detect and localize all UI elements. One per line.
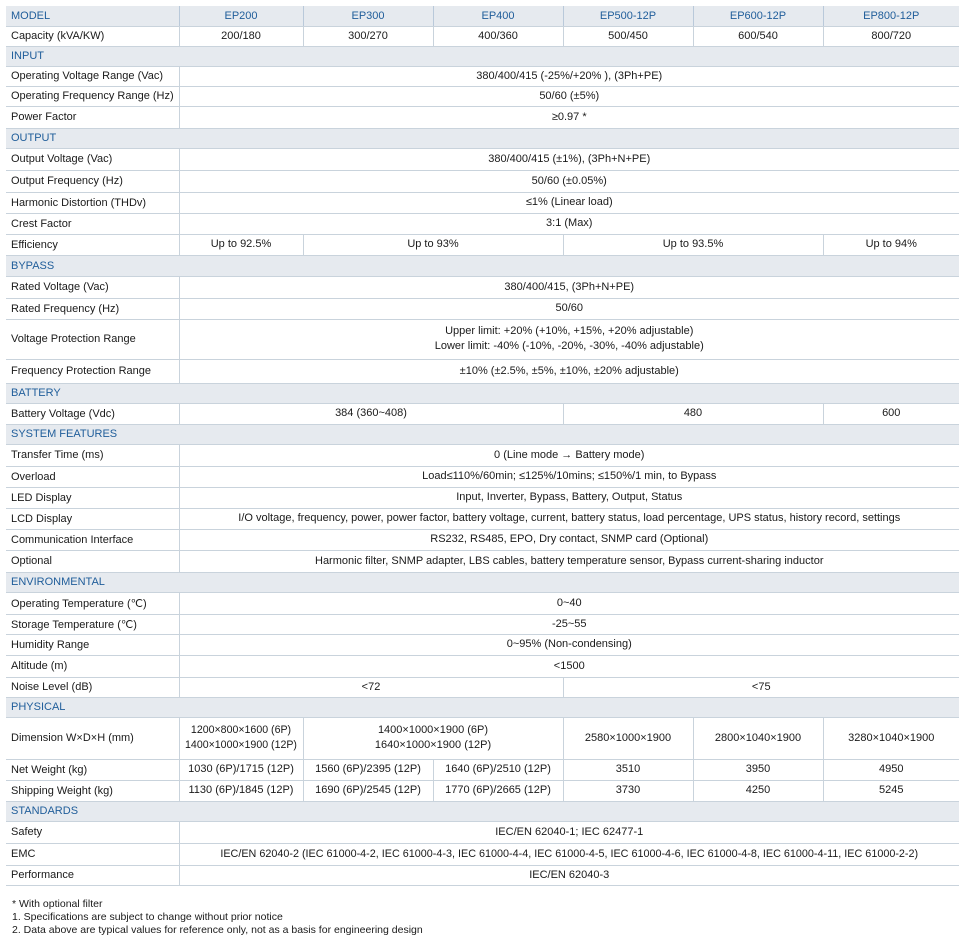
row-label: LCD Display [6, 508, 179, 529]
row-label: Voltage Protection Range [6, 319, 179, 359]
model-ep500: EP500-12P [563, 6, 693, 26]
row-label: LED Display [6, 487, 179, 508]
section-header [6, 801, 959, 821]
spec-row [6, 276, 959, 298]
row-value: Harmonic filter, SNMP adapter, LBS cables, battery temperature sensor, Bypass current-sharing inductor [179, 550, 959, 572]
row-label: Operating Voltage Range (Vac) [6, 66, 179, 86]
shipping-weight-value: 1130 (6P)/1845 (12P) [179, 780, 303, 801]
footnotes [12, 898, 423, 937]
section-header [6, 383, 959, 403]
spec-row [6, 634, 959, 655]
efficiency-value: Up to 94% [823, 234, 959, 255]
upper-limit-text: Upper limit: +20% (+10%, +15%, +20% adjustable) [445, 325, 694, 337]
row-value: -25~55 [179, 614, 959, 634]
row-label: Operating Temperature (℃) [6, 592, 179, 614]
row-value: Load≤110%/60min; ≤125%/10mins; ≤150%/1 min, to Bypass [179, 466, 959, 487]
row-label: Communication Interface [6, 529, 179, 550]
spec-row [6, 614, 959, 634]
row-label: Rated Voltage (Vac) [6, 276, 179, 298]
spec-row [6, 655, 959, 677]
spec-row [6, 592, 959, 614]
shipping-weight-value: 5245 [823, 780, 959, 801]
spec-row [6, 319, 959, 359]
battery-voltage-value: 384 (360~408) [179, 403, 563, 424]
dimension-ep800: 3280×1040×1900 [823, 717, 959, 759]
shipping-weight-value: 1770 (6P)/2665 (12P) [433, 780, 563, 801]
row-value: ≤1% (Linear load) [179, 192, 959, 213]
spec-row [6, 192, 959, 213]
dimension-line: 1400×1000×1900 (12P) [185, 739, 297, 751]
spec-row [6, 170, 959, 192]
capacity-label: Capacity (kVA/KW) [6, 26, 179, 46]
row-value: ±10% (±2.5%, ±5%, ±10%, ±20% adjustable) [179, 359, 959, 383]
spec-row [6, 444, 959, 466]
noise-value: <72 [179, 677, 563, 697]
shipping-weight-value: 1690 (6P)/2545 (12P) [303, 780, 433, 801]
row-value: 3:1 (Max) [179, 213, 959, 234]
spec-row [6, 550, 959, 572]
row-value: Input, Inverter, Bypass, Battery, Output, Status [179, 487, 959, 508]
spec-row [6, 529, 959, 550]
spec-row [6, 759, 959, 780]
section-header [6, 255, 959, 276]
row-label: Storage Temperature (℃) [6, 614, 179, 634]
capacity-value: 200/180 [179, 26, 303, 46]
row-value: 50/60 [179, 298, 959, 319]
row-label: Output Frequency (Hz) [6, 170, 179, 192]
model-ep600: EP600-12P [693, 6, 823, 26]
net-weight-value: 1640 (6P)/2510 (12P) [433, 759, 563, 780]
capacity-value: 500/450 [563, 26, 693, 46]
spec-row [6, 843, 959, 865]
spec-row [6, 508, 959, 529]
battery-voltage-value: 480 [563, 403, 823, 424]
row-label: Optional [6, 550, 179, 572]
row-value: RS232, RS485, EPO, Dry contact, SNMP card (Optional) [179, 529, 959, 550]
spec-row [6, 780, 959, 801]
dimension-line: 1400×1000×1900 (6P) [377, 724, 489, 736]
net-weight-value: 4950 [823, 759, 959, 780]
shipping-weight-value: 4250 [693, 780, 823, 801]
row-label: Harmonic Distortion (THDv) [6, 192, 179, 213]
model-ep300: EP300 [303, 6, 433, 26]
lower-limit-text: Lower limit: -40% (-10%, -20%, -30%, -40% adjustable) [434, 340, 704, 352]
spec-row [6, 403, 959, 424]
section-output-title: OUTPUT [6, 128, 959, 148]
model-ep800: EP800-12P [823, 6, 959, 26]
footnote: 2. Data above are typical values for reference only, not as a basis for engineering design [12, 924, 423, 936]
spec-table [6, 6, 959, 886]
section-header [6, 128, 959, 148]
row-value: ≥0.97 * [179, 106, 959, 128]
section-standards-title: STANDARDS [6, 801, 959, 821]
row-label: Net Weight (kg) [6, 759, 179, 780]
capacity-value: 600/540 [693, 26, 823, 46]
spec-row [6, 359, 959, 383]
row-value: IEC/EN 62040-2 (IEC 61000-4-2, IEC 61000-4-3, IEC 61000-4-4, IEC 61000-4-5, IEC 61000-4-6, IEC 61000-4-8, IEC 61000-4-11, IEC 61000-2-2) [179, 843, 959, 865]
dimension-ep500: 2580×1000×1900 [563, 717, 693, 759]
row-value: 0~40 [179, 592, 959, 614]
row-value: 0 (Line mode → Battery mode) [179, 444, 959, 466]
row-label: Output Voltage (Vac) [6, 148, 179, 170]
row-value [179, 319, 959, 359]
spec-row [6, 487, 959, 508]
battery-voltage-value: 600 [823, 403, 959, 424]
net-weight-value: 3510 [563, 759, 693, 780]
noise-value: <75 [563, 677, 959, 697]
model-ep400: EP400 [433, 6, 563, 26]
section-system-title: SYSTEM FEATURES [6, 424, 959, 444]
row-label: EMC [6, 843, 179, 865]
spec-row [6, 213, 959, 234]
section-header [6, 46, 959, 66]
row-label: Operating Frequency Range (Hz) [6, 86, 179, 106]
row-value: <1500 [179, 655, 959, 677]
footnote: * With optional filter [12, 898, 103, 910]
dimension-line: 1200×800×1600 (6P) [190, 724, 292, 736]
row-value: 50/60 (±0.05%) [179, 170, 959, 192]
spec-row [6, 865, 959, 885]
spec-row [6, 148, 959, 170]
row-label: Safety [6, 821, 179, 843]
row-label: Efficiency [6, 234, 179, 255]
dimension-ep300-ep400 [303, 717, 563, 759]
row-label: Overload [6, 466, 179, 487]
net-weight-value: 3950 [693, 759, 823, 780]
efficiency-value: Up to 92.5% [179, 234, 303, 255]
efficiency-value: Up to 93% [303, 234, 563, 255]
row-label: Rated Frequency (Hz) [6, 298, 179, 319]
capacity-value: 300/270 [303, 26, 433, 46]
spec-row [6, 106, 959, 128]
section-header [6, 572, 959, 592]
row-label: Performance [6, 865, 179, 885]
spec-row [6, 234, 959, 255]
row-value: 380/400/415 (±1%), (3Ph+N+PE) [179, 148, 959, 170]
spec-row [6, 677, 959, 697]
row-label: Power Factor [6, 106, 179, 128]
dimension-ep600: 2800×1040×1900 [693, 717, 823, 759]
spec-row [6, 86, 959, 106]
spec-row [6, 466, 959, 487]
row-value: 380/400/415 (-25%/+20% ), (3Ph+PE) [179, 66, 959, 86]
row-label: Battery Voltage (Vdc) [6, 403, 179, 424]
section-environmental-title: ENVIRONMENTAL [6, 572, 959, 592]
row-value: I/O voltage, frequency, power, power factor, battery voltage, current, battery status, load percentage, UPS status, history record, settings [179, 508, 959, 529]
row-label: Dimension W×D×H (mm) [6, 717, 179, 759]
row-label: Altitude (m) [6, 655, 179, 677]
dimension-line: 1640×1000×1900 (12P) [374, 739, 492, 751]
dimension-ep200 [179, 717, 303, 759]
model-header-row [6, 6, 959, 26]
section-header [6, 424, 959, 444]
shipping-weight-value: 3730 [563, 780, 693, 801]
capacity-row [6, 26, 959, 46]
row-label: Humidity Range [6, 634, 179, 655]
section-input-title: INPUT [6, 46, 959, 66]
section-physical-title: PHYSICAL [6, 697, 959, 717]
spec-row [6, 66, 959, 86]
row-value: 380/400/415, (3Ph+N+PE) [179, 276, 959, 298]
net-weight-value: 1030 (6P)/1715 (12P) [179, 759, 303, 780]
section-header [6, 697, 959, 717]
row-value: IEC/EN 62040-3 [179, 865, 959, 885]
row-label: Shipping Weight (kg) [6, 780, 179, 801]
spec-row [6, 717, 959, 759]
model-ep200: EP200 [179, 6, 303, 26]
capacity-value: 400/360 [433, 26, 563, 46]
spec-row [6, 298, 959, 319]
row-value: 50/60 (±5%) [179, 86, 959, 106]
row-value: IEC/EN 62040-1; IEC 62477-1 [179, 821, 959, 843]
section-bypass-title: BYPASS [6, 255, 959, 276]
capacity-value: 800/720 [823, 26, 959, 46]
row-label: Crest Factor [6, 213, 179, 234]
footnote: 1. Specifications are subject to change without prior notice [12, 911, 283, 923]
row-label: Frequency Protection Range [6, 359, 179, 383]
row-label: Transfer Time (ms) [6, 444, 179, 466]
net-weight-value: 1560 (6P)/2395 (12P) [303, 759, 433, 780]
section-battery-title: BATTERY [6, 383, 959, 403]
model-label: MODEL [6, 6, 179, 26]
row-value: 0~95% (Non-condensing) [179, 634, 959, 655]
row-label: Noise Level (dB) [6, 677, 179, 697]
spec-row [6, 821, 959, 843]
efficiency-value: Up to 93.5% [563, 234, 823, 255]
